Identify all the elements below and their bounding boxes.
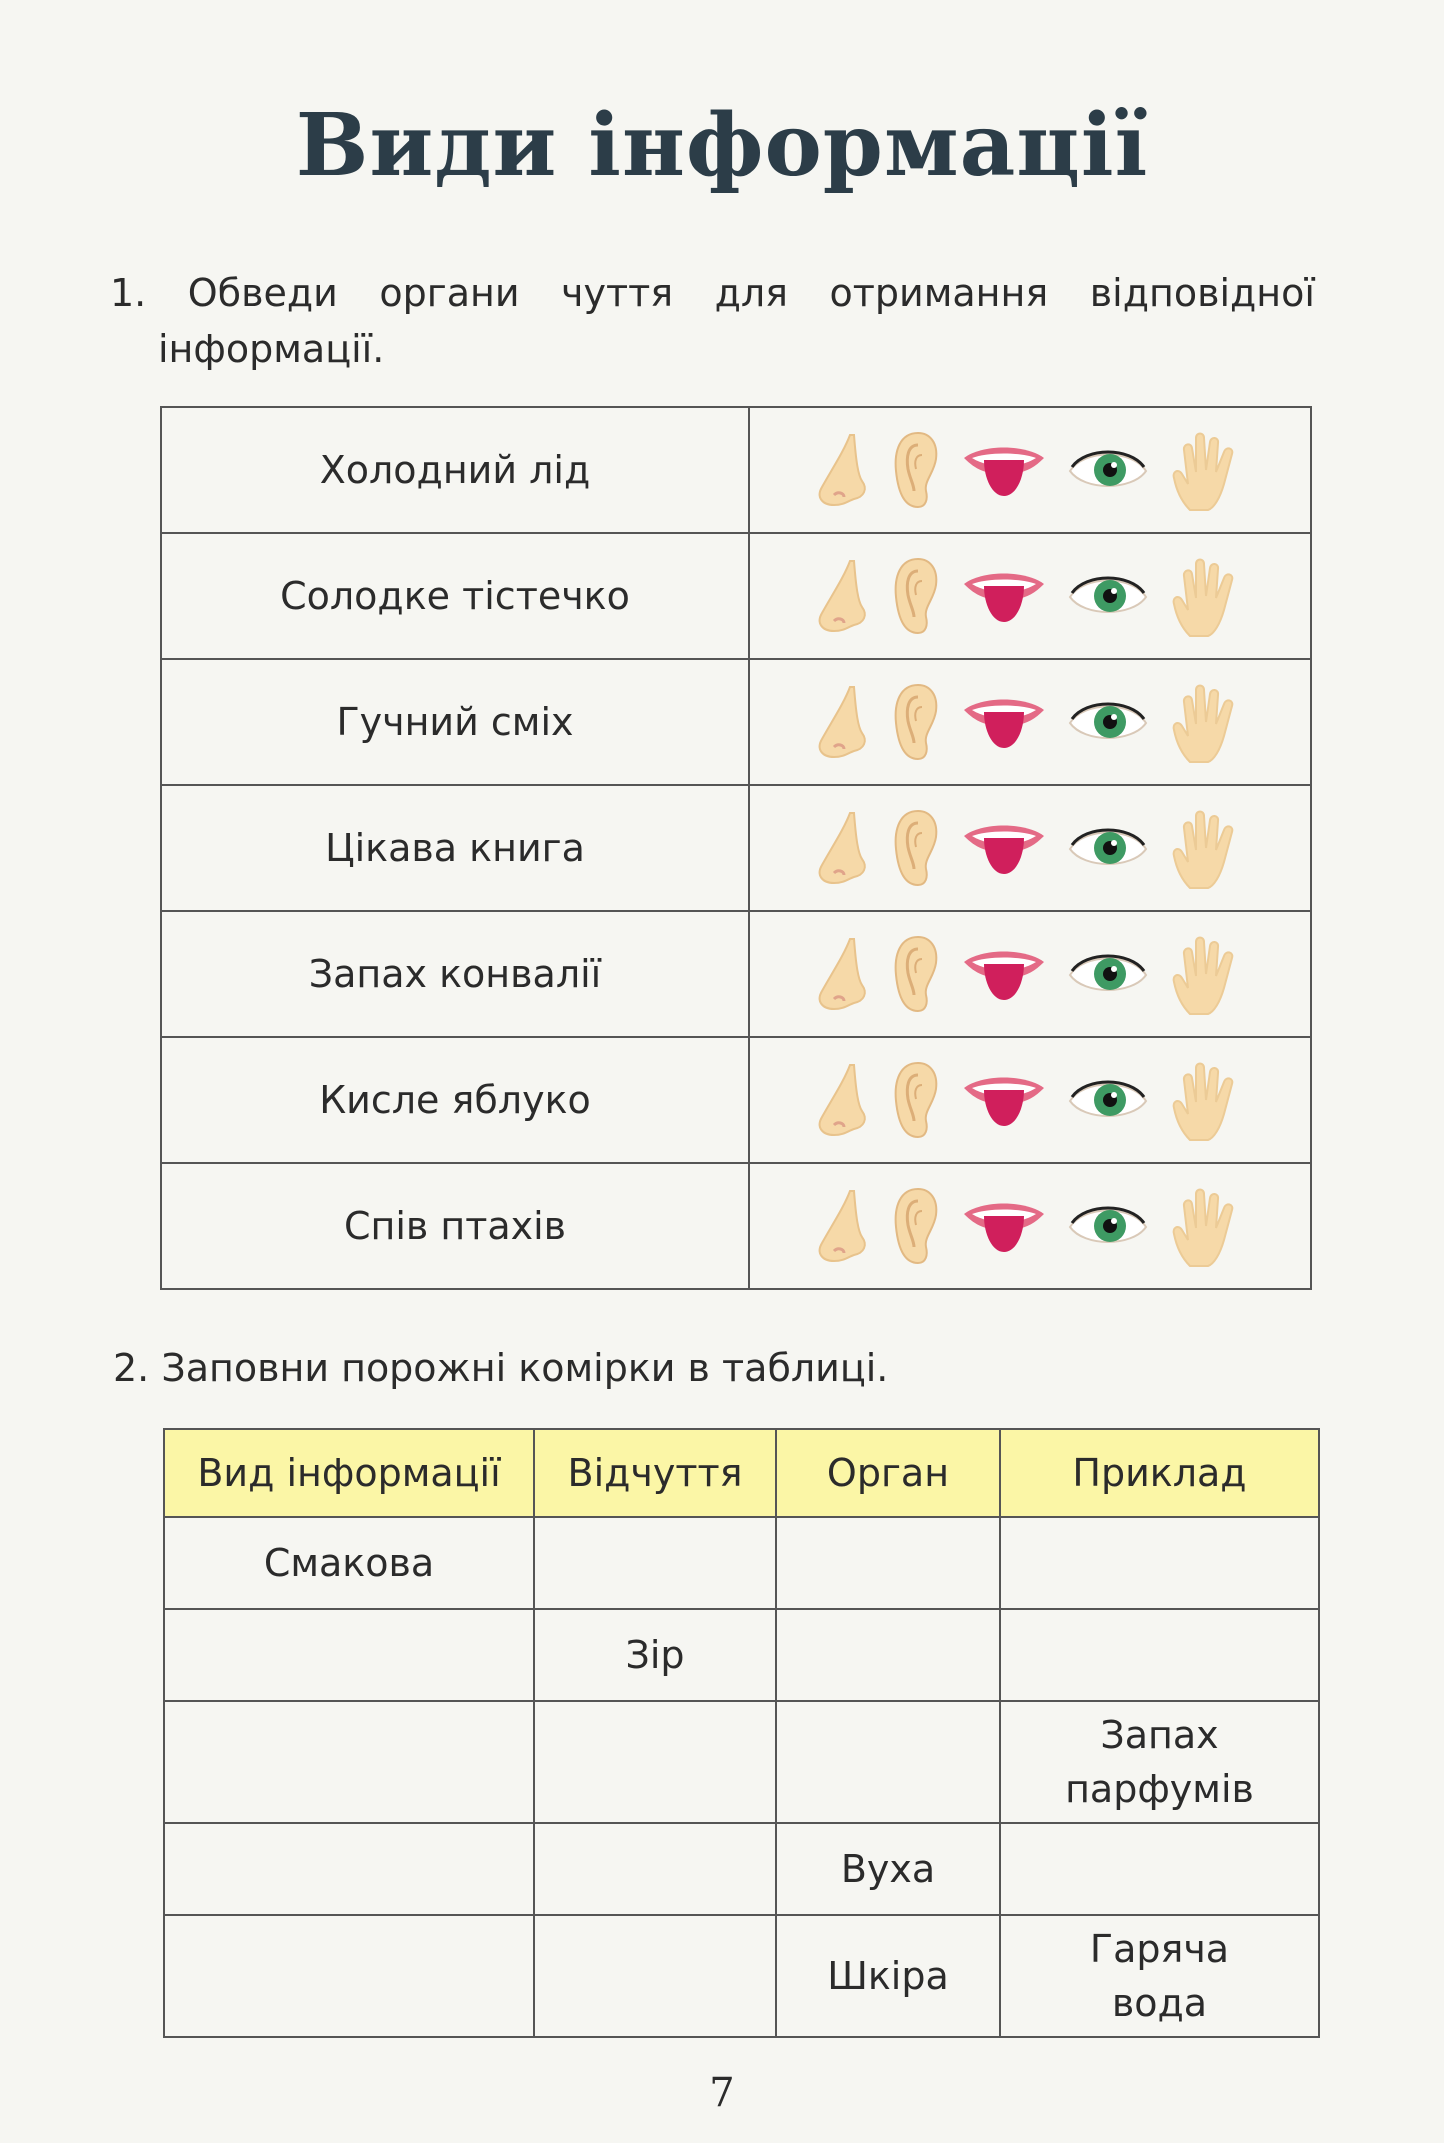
ear-icon[interactable] xyxy=(892,555,940,637)
table-row xyxy=(164,1823,1319,1915)
nose-icon[interactable] xyxy=(814,431,870,509)
table-cell-empty[interactable] xyxy=(776,1609,1000,1701)
header-organ: Орган xyxy=(776,1429,1000,1517)
instruction-word: органи xyxy=(379,271,520,315)
nose-icon[interactable] xyxy=(814,1187,870,1265)
row-label: Спів птахів xyxy=(161,1163,749,1289)
mouth-icon[interactable] xyxy=(962,818,1046,878)
table-cell: Вуха xyxy=(776,1823,1000,1915)
table-cell-empty[interactable] xyxy=(1000,1517,1319,1609)
instruction-word: чуття xyxy=(561,271,674,315)
page-number: 7 xyxy=(709,2070,735,2116)
table-row xyxy=(161,1163,1311,1289)
table-cell: Гаряча вода xyxy=(1000,1915,1319,2037)
row-label: Цікава книга xyxy=(161,785,749,911)
hand-icon[interactable] xyxy=(1170,1184,1246,1268)
ear-icon[interactable] xyxy=(892,681,940,763)
ear-icon[interactable] xyxy=(892,933,940,1015)
table-row xyxy=(164,1701,1319,1823)
table-row xyxy=(161,533,1311,659)
header-info-type: Вид інформації xyxy=(164,1429,534,1517)
table-row xyxy=(161,407,1311,533)
ear-icon[interactable] xyxy=(892,1059,940,1141)
eye-icon[interactable] xyxy=(1068,1201,1148,1251)
table-cell-empty[interactable] xyxy=(534,1517,776,1609)
sense-organs-cell xyxy=(749,911,1311,1037)
nose-icon[interactable] xyxy=(814,1061,870,1139)
table-row xyxy=(164,1517,1319,1609)
table-cell-empty[interactable] xyxy=(776,1701,1000,1823)
table-cell-empty[interactable] xyxy=(534,1915,776,2037)
mouth-icon[interactable] xyxy=(962,566,1046,626)
table-cell-empty[interactable] xyxy=(164,1609,534,1701)
sense-organs-cell xyxy=(749,659,1311,785)
nose-icon[interactable] xyxy=(814,683,870,761)
instruction-word: для xyxy=(714,271,789,315)
table-cell-empty[interactable] xyxy=(164,1915,534,2037)
mouth-icon[interactable] xyxy=(962,944,1046,1004)
task-2-instruction: 2. Заповни порожні комірки в таблиці. xyxy=(113,1346,889,1390)
table-cell-empty[interactable] xyxy=(776,1517,1000,1609)
eye-icon[interactable] xyxy=(1068,445,1148,495)
row-label: Солодке тістечко xyxy=(161,533,749,659)
instruction-word: отримання xyxy=(829,271,1049,315)
sense-organs-cell xyxy=(749,407,1311,533)
mouth-icon[interactable] xyxy=(962,692,1046,752)
table-row xyxy=(161,1037,1311,1163)
ear-icon[interactable] xyxy=(892,1185,940,1267)
row-label: Холодний лід xyxy=(161,407,749,533)
senses-table xyxy=(160,406,1312,1290)
sense-organs-cell xyxy=(749,1163,1311,1289)
page-title: Види інформації xyxy=(295,95,1149,196)
task-1-instruction xyxy=(110,265,1315,377)
header-sensation: Відчуття xyxy=(534,1429,776,1517)
table-row xyxy=(164,1915,1319,2037)
table-cell-empty[interactable] xyxy=(1000,1823,1319,1915)
instruction-word: Обведи xyxy=(187,271,338,315)
header-example: Приклад xyxy=(1000,1429,1319,1517)
table-cell: Зір xyxy=(534,1609,776,1701)
hand-icon[interactable] xyxy=(1170,554,1246,638)
row-label: Запах конвалії xyxy=(161,911,749,1037)
eye-icon[interactable] xyxy=(1068,571,1148,621)
hand-icon[interactable] xyxy=(1170,1058,1246,1142)
ear-icon[interactable] xyxy=(892,807,940,889)
sense-organs-cell xyxy=(749,785,1311,911)
eye-icon[interactable] xyxy=(1068,697,1148,747)
row-label: Кисле яблуко xyxy=(161,1037,749,1163)
hand-icon[interactable] xyxy=(1170,806,1246,890)
sense-organs-cell xyxy=(749,533,1311,659)
table-row xyxy=(161,659,1311,785)
info-types-table xyxy=(163,1428,1320,2038)
table-cell: Шкіра xyxy=(776,1915,1000,2037)
table-cell-empty[interactable] xyxy=(534,1823,776,1915)
nose-icon[interactable] xyxy=(814,935,870,1013)
table-cell-empty[interactable] xyxy=(534,1701,776,1823)
table-cell-empty[interactable] xyxy=(164,1823,534,1915)
table-cell-empty[interactable] xyxy=(164,1701,534,1823)
instruction-line-2: інформації. xyxy=(158,327,385,371)
hand-icon[interactable] xyxy=(1170,680,1246,764)
nose-icon[interactable] xyxy=(814,557,870,635)
task-1-number: 1. xyxy=(110,271,147,315)
instruction-word: відповідної xyxy=(1089,271,1315,315)
hand-icon[interactable] xyxy=(1170,932,1246,1016)
table-row xyxy=(161,911,1311,1037)
nose-icon[interactable] xyxy=(814,809,870,887)
table-cell-empty[interactable] xyxy=(1000,1609,1319,1701)
table-row xyxy=(164,1609,1319,1701)
eye-icon[interactable] xyxy=(1068,823,1148,873)
table-header-row xyxy=(164,1429,1319,1517)
table-cell: Запах парфумів xyxy=(1000,1701,1319,1823)
table-row xyxy=(161,785,1311,911)
mouth-icon[interactable] xyxy=(962,1196,1046,1256)
mouth-icon[interactable] xyxy=(962,1070,1046,1130)
mouth-icon[interactable] xyxy=(962,440,1046,500)
hand-icon[interactable] xyxy=(1170,428,1246,512)
ear-icon[interactable] xyxy=(892,429,940,511)
eye-icon[interactable] xyxy=(1068,949,1148,999)
eye-icon[interactable] xyxy=(1068,1075,1148,1125)
table-cell: Смакова xyxy=(164,1517,534,1609)
row-label: Гучний сміх xyxy=(161,659,749,785)
sense-organs-cell xyxy=(749,1037,1311,1163)
